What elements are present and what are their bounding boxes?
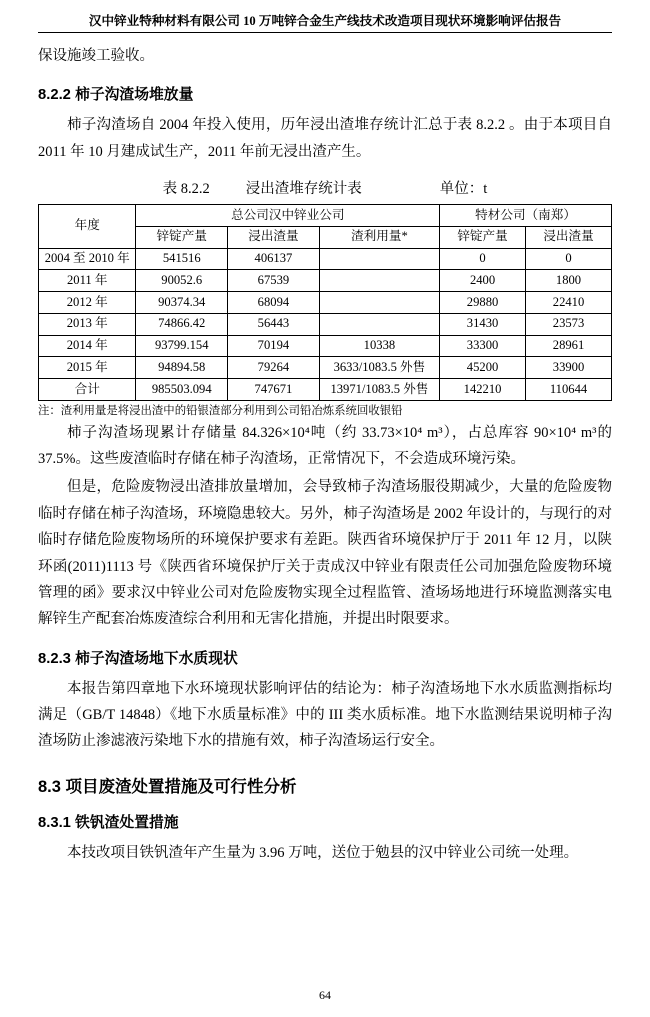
cell-year: 2015 年 xyxy=(39,357,136,379)
cell-slag-special: 33900 xyxy=(526,357,612,379)
cell-zinc-special: 2400 xyxy=(440,270,526,292)
cell-slag-special: 110644 xyxy=(526,379,612,401)
cell-slag-special: 0 xyxy=(526,248,612,270)
cell-util-main xyxy=(319,313,439,335)
cell-zinc-main: 90052.6 xyxy=(136,270,228,292)
cell-zinc-main: 94894.58 xyxy=(136,357,228,379)
cell-zinc-main: 93799.154 xyxy=(136,335,228,357)
cell-slag-main: 68094 xyxy=(228,292,320,314)
cell-year: 2004 至 2010 年 xyxy=(39,248,136,270)
paragraph-risk-discussion: 但是，危险废物浸出渣排放量增加，会导致柿子沟渣场服役期减少，大量的危险废物临时存储在柿子沟渣场，环境隐患较大。另外，柿子沟渣场是 2002 年设计的，与现行的对临时存储危险废物场所的环境保护要求有差距。陕西省环境保护厅于 2011 年 12 月，以陕环函(2011)1113 号《陕西省环境保护厅关于责成汉中锌业有限责任公司加强危险废物环境管理的函》要求汉中锌业公司对危险废物实现全过程监管、渣场场地进行环境监测落实电解锌生产配套冶炼废渣综合利用和无害化措施，并提出时限要求。 xyxy=(38,479,612,628)
table-row-total xyxy=(39,379,612,401)
header-zinc-output-main: 锌锭产量 xyxy=(136,226,228,248)
heading-section-8-3: 8.3 项目废渣处置措施及可行性分析 xyxy=(38,777,297,796)
cell-zinc-special: 45200 xyxy=(440,357,526,379)
cell-slag-special: 1800 xyxy=(526,270,612,292)
table-caption-number: 表 8.2.2 xyxy=(162,181,210,198)
table-caption xyxy=(38,177,612,198)
cell-zinc-special: 33300 xyxy=(440,335,526,357)
header-divider xyxy=(38,32,612,33)
cell-slag-main: 70194 xyxy=(228,335,320,357)
table-row xyxy=(39,357,612,379)
cell-zinc-main: 541516 xyxy=(136,248,228,270)
table-row xyxy=(39,248,612,270)
cell-util-main xyxy=(319,270,439,292)
heading-section-8-2-2: 8.2.2 柿子沟渣场堆放量 xyxy=(38,87,194,104)
paragraph-continued: 保设施竣工验收。 xyxy=(38,48,154,64)
paragraph-8-2-2-intro: 柿子沟渣场自 2004 年投入使用，历年浸出渣堆存统计汇总于表 8.2.2 。由于本项目自 2011 年 10 月建成试生产，2011 年前无浸出渣产生。 xyxy=(38,117,612,160)
cell-util-main: 3633/1083.5 外售 xyxy=(319,357,439,379)
cell-year: 2012 年 xyxy=(39,292,136,314)
table-footnote: 注：渣利用量是将浸出渣中的铅银渣部分利用到公司铅冶炼系统回收银铅 xyxy=(38,404,403,417)
table-row xyxy=(39,313,612,335)
cell-zinc-special: 29880 xyxy=(440,292,526,314)
cell-zinc-main: 74866.42 xyxy=(136,313,228,335)
cell-slag-special: 23573 xyxy=(526,313,612,335)
cell-zinc-special: 31430 xyxy=(440,313,526,335)
cell-year: 合计 xyxy=(39,379,136,401)
header-year: 年度 xyxy=(39,205,136,248)
cell-util-main xyxy=(319,248,439,270)
table-header-row-1 xyxy=(39,205,612,227)
heading-section-8-3-1: 8.3.1 铁钒渣处置措施 xyxy=(38,814,179,831)
cell-util-main: 13971/1083.5 外售 xyxy=(319,379,439,401)
cell-slag-main: 56443 xyxy=(228,313,320,335)
heading-section-8-2-3: 8.2.3 柿子沟渣场地下水质现状 xyxy=(38,650,238,667)
cell-util-main: 10338 xyxy=(319,335,439,357)
cell-slag-main: 406137 xyxy=(228,248,320,270)
cell-slag-main: 79264 xyxy=(228,357,320,379)
table-row xyxy=(39,292,612,314)
page-number: 64 xyxy=(319,988,331,1002)
cell-zinc-special: 0 xyxy=(440,248,526,270)
cell-slag-main: 747671 xyxy=(228,379,320,401)
paragraph-8-3-1: 本技改项目铁钒渣年产生量为 3.96 万吨，送位于勉县的汉中锌业公司统一处理。 xyxy=(67,844,579,861)
paragraph-8-2-3: 本报告第四章地下水环境现状影响评估的结论为：柿子沟渣场地下水水质监测指标均满足（GB/T 14848）《地下水质量标准》中的 III 类水质标准。地下水监测结果说明柿子沟渣场防止渗滤液污染地下水的措施有效，柿子沟渣场运行安全。 xyxy=(38,680,612,750)
cell-zinc-main: 985503.094 xyxy=(136,379,228,401)
header-group-special-company: 特材公司（南郑） xyxy=(440,205,612,227)
cell-util-main xyxy=(319,292,439,314)
slag-storage-table xyxy=(38,204,612,401)
table-caption-title: 浸出渣堆存统计表 xyxy=(245,181,362,198)
table-row xyxy=(39,270,612,292)
header-slag-amount-main: 浸出渣量 xyxy=(228,226,320,248)
cell-year: 2011 年 xyxy=(39,270,136,292)
header-group-main-company: 总公司汉中锌业公司 xyxy=(136,205,440,227)
header-zinc-output-special: 锌锭产量 xyxy=(440,226,526,248)
paragraph-storage-volume: 柿子沟渣场现累计存储量 84.326×10⁴吨（约 33.73×10⁴ m³），占总库容 90×10⁴ m³的 37.5%。这些废渣临时存储在柿子沟渣场，正常情况下，不会造成环境污染。 xyxy=(38,424,612,468)
cell-zinc-special: 142210 xyxy=(440,379,526,401)
page-header-title: 汉中锌业特种材料有限公司 10 万吨锌合金生产线技术改造项目现状环境影响评估报告 xyxy=(88,14,562,28)
cell-year: 2013 年 xyxy=(39,313,136,335)
table-row xyxy=(39,335,612,357)
cell-slag-special: 28961 xyxy=(526,335,612,357)
cell-year: 2014 年 xyxy=(39,335,136,357)
cell-zinc-main: 90374.34 xyxy=(136,292,228,314)
header-slag-utilized-main: 渣利用量* xyxy=(319,226,439,248)
cell-slag-main: 67539 xyxy=(228,270,320,292)
cell-slag-special: 22410 xyxy=(526,292,612,314)
header-slag-amount-special: 浸出渣量 xyxy=(526,226,612,248)
table-caption-unit: 单位：t xyxy=(439,181,488,198)
